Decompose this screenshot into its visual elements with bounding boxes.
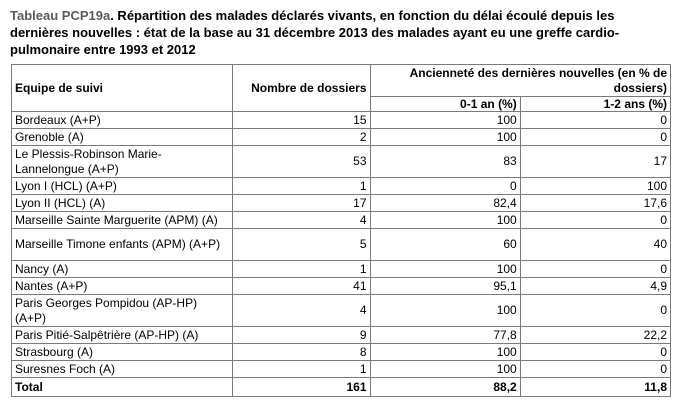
- table-caption: [10, 7, 670, 58]
- cell-p01: 0: [370, 178, 520, 195]
- cell-team: Marseille Timone enfants (APM) (A+P): [12, 229, 233, 261]
- cell-count: 1: [232, 261, 370, 278]
- table-row: [12, 178, 671, 195]
- cell-count: 8: [232, 344, 370, 361]
- table-row: [12, 229, 671, 261]
- cell-team: Paris Georges Pompidou (AP-HP) (A+P): [12, 295, 233, 327]
- cell-p12: 0: [520, 344, 670, 361]
- cell-p01: 83: [370, 146, 520, 178]
- cell-count: 1: [232, 361, 370, 378]
- cell-p01: 100: [370, 261, 520, 278]
- cell-p01: 95,1: [370, 278, 520, 295]
- table-row: [12, 261, 671, 278]
- table-row: [12, 129, 671, 146]
- table-body: [12, 112, 671, 397]
- cell-p12: 40: [520, 229, 670, 261]
- cell-team: Lyon I (HCL) (A+P): [12, 178, 233, 195]
- cell-count: 17: [232, 195, 370, 212]
- cell-team: Bordeaux (A+P): [12, 112, 233, 129]
- cell-p12: 0: [520, 212, 670, 229]
- cell-p12: 22,2: [520, 327, 670, 344]
- cell-count: 15: [232, 112, 370, 129]
- total-row: [12, 378, 671, 397]
- cell-count: 41: [232, 278, 370, 295]
- cell-team: Suresnes Foch (A): [12, 361, 233, 378]
- cell-p01: 100: [370, 295, 520, 327]
- table-id: Tableau PCP19a: [10, 8, 111, 23]
- cell-count: 4: [232, 212, 370, 229]
- cell-p01: 77,8: [370, 327, 520, 344]
- cell-p01: 100: [370, 212, 520, 229]
- header-anciennete: Ancienneté des dernières nouvelles (en % de dossiers): [370, 65, 671, 97]
- cell-team: Strasbourg (A): [12, 344, 233, 361]
- cell-count: 1: [232, 178, 370, 195]
- cell-p01: 82,4: [370, 195, 520, 212]
- header-0-1: 0-1 an (%): [370, 97, 520, 112]
- table-title: . Répartition des malades déclarés vivants, en fonction du délai écoulé depuis les dernières nouvelles : état de la base au 31 décembre 2013 des malades ayant eu une greffe cardio-pulmonaire entre 1993 et 2012: [10, 8, 620, 57]
- table-row: [12, 112, 671, 129]
- header-count: Nombre de dossiers: [232, 65, 370, 112]
- cell-count: 53: [232, 146, 370, 178]
- cell-p12: 17,6: [520, 195, 670, 212]
- cell-p12: 0: [520, 112, 670, 129]
- total-p12: 11,8: [520, 378, 670, 397]
- cell-p12: 17: [520, 146, 670, 178]
- table-row: [12, 278, 671, 295]
- cell-team: Grenoble (A): [12, 129, 233, 146]
- header-team: Equipe de suivi: [12, 65, 233, 112]
- total-count: 161: [232, 378, 370, 397]
- cell-p01: 100: [370, 361, 520, 378]
- cell-p01: 60: [370, 229, 520, 261]
- cell-team: Paris Pitié-Salpêtrière (AP-HP) (A): [12, 327, 233, 344]
- cell-count: 4: [232, 295, 370, 327]
- cell-p12: 4,9: [520, 278, 670, 295]
- cell-team: Nancy (A): [12, 261, 233, 278]
- cell-team: Le Plessis-Robinson Marie-Lannelongue (A+P): [12, 146, 233, 178]
- table-row: [12, 212, 671, 229]
- table-row: [12, 195, 671, 212]
- cell-count: 9: [232, 327, 370, 344]
- cell-p01: 100: [370, 112, 520, 129]
- cell-team: Lyon II (HCL) (A): [12, 195, 233, 212]
- cell-team: Marseille Sainte Marguerite (APM) (A): [12, 212, 233, 229]
- cell-p12: 0: [520, 129, 670, 146]
- total-p01: 88,2: [370, 378, 520, 397]
- cell-p12: 0: [520, 361, 670, 378]
- total-label: Total: [12, 378, 233, 397]
- header-1-2: 1-2 ans (%): [520, 97, 670, 112]
- cell-p01: 100: [370, 129, 520, 146]
- cell-p01: 100: [370, 344, 520, 361]
- cell-p12: 100: [520, 178, 670, 195]
- table-row: [12, 344, 671, 361]
- table-row: [12, 327, 671, 344]
- cell-count: 2: [232, 129, 370, 146]
- table-row: [12, 146, 671, 178]
- cell-p12: 0: [520, 295, 670, 327]
- table-row: [12, 361, 671, 378]
- cell-team: Nantes (A+P): [12, 278, 233, 295]
- cell-p12: 0: [520, 261, 670, 278]
- data-table: [11, 64, 671, 397]
- cell-count: 5: [232, 229, 370, 261]
- table-row: [12, 295, 671, 327]
